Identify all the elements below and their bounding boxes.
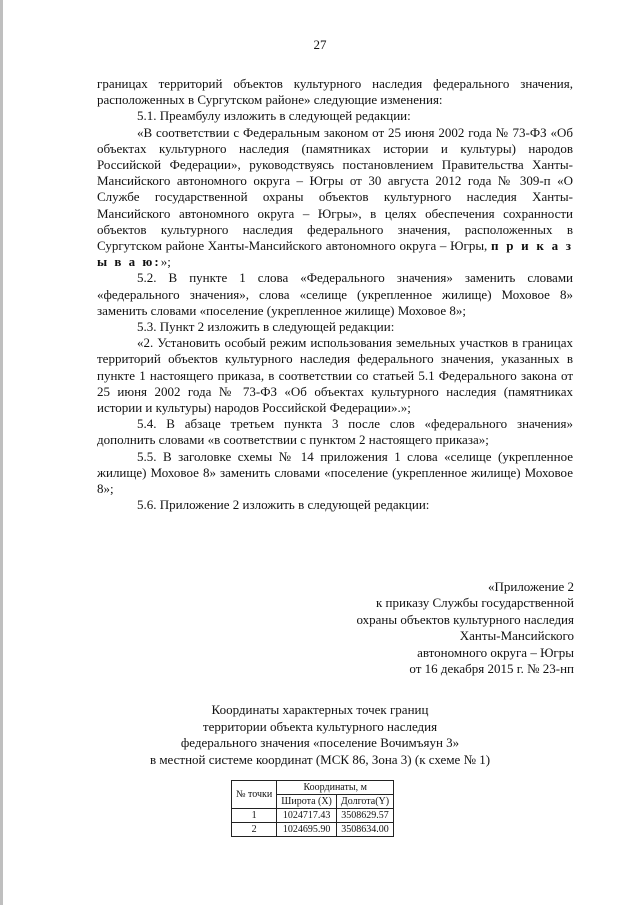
page-number: 27 — [313, 37, 327, 52]
body-text — [97, 76, 573, 513]
paragraph-5-1: 5.1. Преамбулу изложить в следующей редакции: — [137, 108, 411, 124]
preamble-end: »; — [160, 254, 171, 270]
table-title-line: в местной системе координат (МСК 86, Зона 3) (к схеме № 1) — [149, 751, 491, 767]
appendix-line: охраны объектов культурного наследия — [356, 611, 574, 627]
table-row — [232, 823, 394, 837]
paragraph-5-5: 5.5. В заголовке схемы № 14 приложения 1 слова «селище (укрепленное жилище) Моховое 8» заменить словами «поселение (укрепленное жилище) Моховое 8»; — [97, 448, 573, 497]
paragraph-continuation: границах территорий объектов культурного наследия федерального значения, расположенных в Сургутском районе» следующие изменения: — [97, 76, 573, 108]
preamble-text: «В соответствии с Федеральным законом от 25 июня 2002 года № 73-ФЗ «Об объектах культурного наследия (памятниках истории и культуры) народов Российской Федерации», руководствуясь постановлением Правительства Ханты-Мансийского автономного округа – Югры от 30 августа 2012 года № 309-п «О Службе государственной охраны объектов культурного наследия Ханты-Мансийского автономного округа – Югры», в целях обеспечения сохранности объектов культурного наследия федерального значения, расположенных в Сургутском районе Ханты-Мансийского автономного округа – Югры, — [97, 124, 573, 254]
coordinates-table — [231, 780, 394, 837]
paragraph-preamble — [97, 125, 573, 271]
table-title-line: федерального значения «поселение Вочимъяун 3» — [180, 735, 460, 751]
appendix-line: автономного округа – Югры — [417, 644, 574, 660]
cell-latitude: 1024717.43 — [277, 809, 337, 823]
scan-edge — [0, 0, 3, 905]
paragraph-5-4: 5.4. В абзаце третьем пункта 3 после слов «федерального значения» дополнить словами «в соответствии с пунктом 2 настоящего приказа»; — [97, 416, 573, 448]
header-coordinates: Координаты, м — [277, 781, 394, 795]
appendix-line: к приказу Службы государственной — [375, 595, 574, 611]
cell-longitude: 3508629.57 — [336, 809, 393, 823]
header-latitude: Широта (X) — [277, 795, 337, 809]
header-longitude: Долгота(Y) — [336, 795, 393, 809]
table-title-line: Координаты характерных точек границ — [211, 702, 429, 717]
table-header-row — [232, 781, 394, 795]
appendix-line: Ханты-Мансийского — [459, 628, 574, 644]
cell-point-number: 1 — [232, 809, 277, 823]
cell-latitude: 1024695.90 — [277, 823, 337, 837]
header-point-number: № точки — [232, 781, 277, 809]
appendix-line: «Приложение 2 — [487, 579, 574, 594]
table-title-line: территории объекта культурного наследия — [202, 718, 438, 734]
cell-longitude: 3508634.00 — [336, 823, 393, 837]
paragraph-5-3: 5.3. Пункт 2 изложить в следующей редакции: — [137, 319, 395, 335]
order-word: п р и к а з ы в а ю: — [97, 238, 573, 270]
appendix-header — [356, 579, 574, 677]
paragraph-5-2: 5.2. В пункте 1 слова «Федерального значения» заменить словами «федерального значения», слова «селище (укрепленное жилище) Моховое 8» заменить словами «поселение (укрепленное жилище) Моховое 8»; — [97, 270, 573, 318]
appendix-line: от 16 декабря 2015 г. № 23-нп — [409, 661, 574, 677]
table-row — [232, 809, 394, 823]
table-title — [0, 702, 640, 768]
cell-point-number: 2 — [232, 823, 277, 837]
paragraph-point-2: «2. Установить особый режим использования земельных участков в границах территорий объектов культурного наследия федерального значения, указанных в пункте 1 настоящего приказа, в соответствии со статьей 5.1 Федерального закона от 25 июня 2002 года № 73-ФЗ «Об объектах культурного наследия (памятниках истории и культуры) народов Российской Федерации».»; — [97, 335, 573, 416]
paragraph-5-6: 5.6. Приложение 2 изложить в следующей редакции: — [137, 497, 430, 513]
